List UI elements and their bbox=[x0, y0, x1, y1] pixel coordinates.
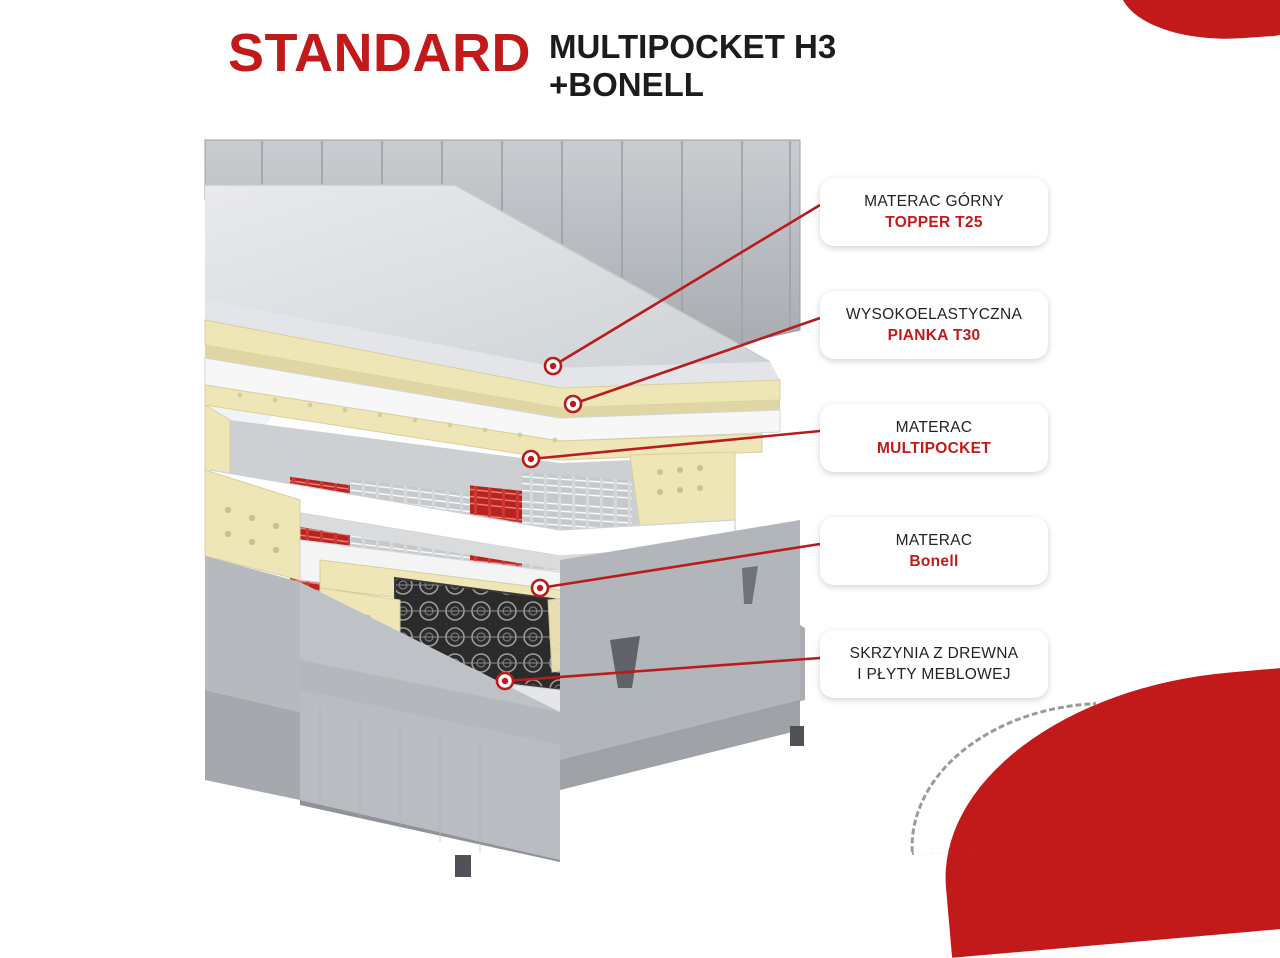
marker-dot-topper bbox=[545, 358, 561, 374]
callout-bonell-line1: MATERAC bbox=[895, 532, 973, 549]
callout-multipocket bbox=[820, 404, 1048, 472]
callout-bonell-line2: Bonell bbox=[909, 553, 959, 570]
title-main: STANDARD bbox=[228, 23, 531, 83]
callout-bonell bbox=[820, 517, 1048, 585]
callout-multipocket-line2: MULTIPOCKET bbox=[876, 440, 992, 457]
callout-multipocket-line1: MATERAC bbox=[895, 419, 973, 436]
callout-topper bbox=[820, 178, 1048, 246]
callout-foam bbox=[820, 291, 1048, 359]
callout-box bbox=[820, 630, 1048, 698]
callout-foam-line1: WYSOKOELASTYCZNA bbox=[845, 306, 1023, 323]
marker-dot-foam bbox=[565, 396, 581, 412]
callout-box-line1: SKRZYNIA Z DREWNA bbox=[849, 645, 1019, 662]
callout-topper-line2: TOPPER T25 bbox=[885, 214, 983, 231]
callout-topper-line1: MATERAC GÓRNY bbox=[864, 193, 1004, 210]
marker-dot-multipocket bbox=[523, 451, 539, 467]
marker-dot-box bbox=[497, 673, 513, 689]
marker-dot-bonell bbox=[532, 580, 548, 596]
callout-box-line2: I PŁYTY MEBLOWEJ bbox=[857, 666, 1011, 683]
callout-foam-line2: PIANKA T30 bbox=[887, 327, 981, 344]
title-sub-line2: +BONELL bbox=[548, 66, 704, 103]
title-sub-line1: MULTIPOCKET H3 bbox=[548, 28, 837, 65]
